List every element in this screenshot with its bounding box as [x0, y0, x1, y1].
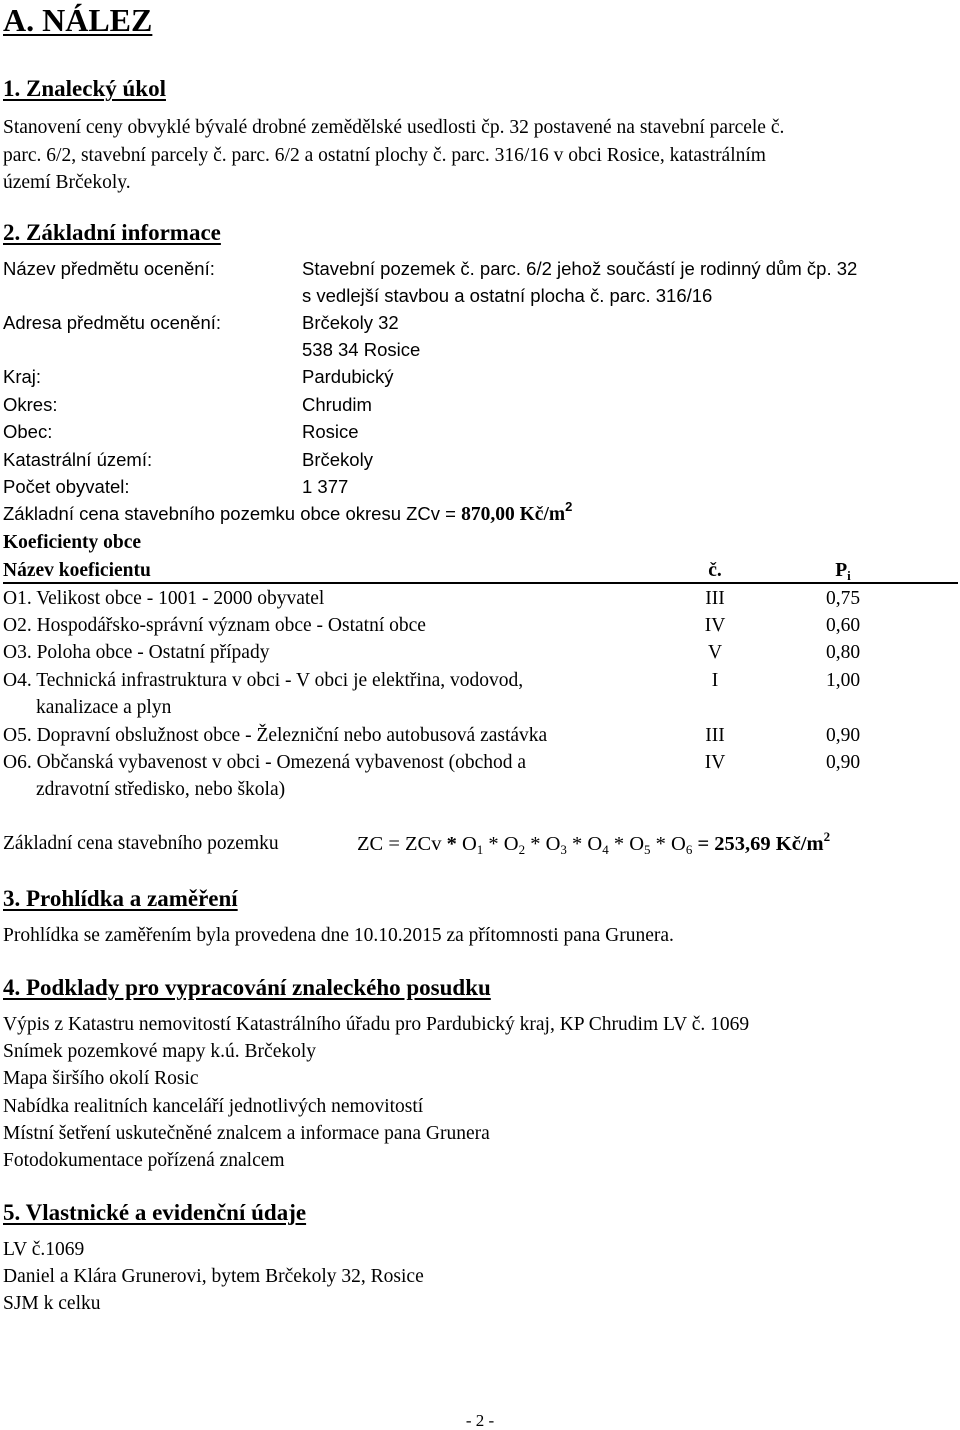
base-price-line	[3, 499, 573, 525]
section-1-text-line-1: Stanovení ceny obvyklé bývalé drobné zemědělské usedlosti čp. 32 postavené na stavební parcele č.	[3, 117, 785, 138]
section-2-title: 2. Základní informace	[3, 220, 221, 245]
formula-o6: O	[671, 833, 686, 855]
field-label-population: Počet obyvatel:	[3, 476, 130, 497]
document-heading: A. NÁLEZ	[3, 2, 153, 38]
formula-o4: O	[587, 833, 603, 855]
formula-o2-sub: 2	[518, 842, 526, 857]
coefficients-title: Koeficienty obce	[3, 532, 142, 553]
table-header-p-letter: P	[835, 560, 848, 581]
base-price-value: 870,00 Kč/m	[461, 504, 566, 525]
source-item: Snímek pozemkové mapy k.ú. Brčekoly	[3, 1041, 317, 1062]
base-price-label: Základní cena stavebního pozemku obce okresu ZCv =	[3, 503, 462, 524]
page-number: - 2 -	[465, 1411, 495, 1430]
base-price-superscript: 2	[565, 499, 573, 514]
ownership-item: SJM k celku	[3, 1293, 101, 1314]
section-1-text-line-2: parc. 6/2, stavební parcely č. parc. 6/2 a ostatní plochy č. parc. 316/16 v obci Rosice, katastrálním	[3, 145, 766, 166]
field-value-address-cont: 538 34 Rosice	[302, 339, 421, 360]
table-header-p	[808, 561, 878, 581]
table-header-number: č.	[708, 560, 722, 581]
table-row-o5-value: 0,90	[825, 725, 861, 746]
field-value-subject-name-cont: s vedlejší stavbou a ostatní plocha č. parc. 316/16	[302, 285, 713, 306]
field-value-address: Brčekoly 32	[302, 312, 399, 333]
field-label-district: Okres:	[3, 394, 58, 415]
table-row-o4-name-cont: kanalizace a plyn	[36, 697, 172, 718]
table-row-o6-number: IV	[704, 752, 726, 773]
table-row-o3-value: 0,80	[825, 642, 861, 663]
field-value-population: 1 377	[302, 476, 349, 497]
formula-o4-sub: 4	[602, 842, 609, 857]
field-label-region: Kraj:	[3, 366, 42, 387]
section-4-title: 4. Podklady pro vypracování znaleckého posudku	[3, 975, 491, 1000]
source-item: Výpis z Katastru nemovitostí Katastrálního úřadu pro Pardubický kraj, KP Chrudim LV č. 1069	[3, 1014, 750, 1035]
table-row-o3-number: V	[707, 642, 723, 663]
field-value-cadastral-area: Brčekoly	[302, 449, 373, 470]
field-value-subject-name: Stavební pozemek č. parc. 6/2 jehož součástí je rodinný dům čp. 32	[302, 258, 858, 279]
field-value-region: Pardubický	[302, 366, 394, 387]
formula-o3: O	[545, 833, 561, 855]
section-1-title: 1. Znalecký úkol	[3, 76, 166, 101]
formula-o1-sub: 1	[476, 842, 484, 857]
section-3-title: 3. Prohlídka a zaměření	[3, 886, 238, 911]
table-row-o3-name: O3. Poloha obce - Ostatní případy	[3, 642, 270, 663]
table-row-o5-name: O5. Dopravní obslužnost obce - Železniční nebo autobusová zastávka	[3, 725, 548, 746]
table-row-o4-name: O4. Technická infrastruktura v obci - V obci je elektřina, vodovod,	[3, 670, 524, 691]
formula-zc: ZC = ZCv	[357, 833, 442, 855]
table-header-name: Název koeficientu	[3, 560, 151, 581]
formula-result: 253,69 Kč/m	[714, 833, 824, 855]
source-item: Mapa širšího okolí Rosic	[3, 1068, 199, 1089]
ownership-item: LV č.1069	[3, 1239, 85, 1260]
table-row-o2-name: O2. Hospodářsko-správní význam obce - Ostatní obce	[3, 615, 426, 636]
section-1-text-line-3: území Brčekoly.	[3, 172, 131, 193]
field-value-district: Chrudim	[302, 394, 372, 415]
table-row-o2-number: IV	[704, 615, 726, 636]
table-row-o6-value: 0,90	[825, 752, 861, 773]
formula-o2: O	[503, 833, 519, 855]
formula-result-sup: 2	[823, 829, 831, 844]
formula-o6-sub: 6	[685, 842, 693, 857]
table-row-o6-name: O6. Občanská vybavenost v obci - Omezená vybavenost (obchod a	[3, 752, 527, 773]
table-row-o4-value: 1,00	[825, 670, 861, 691]
table-header-p-sub: i	[847, 568, 851, 583]
table-header-rule	[3, 582, 958, 584]
source-item: Nabídka realitních kanceláří jednotlivých nemovitostí	[3, 1096, 424, 1117]
field-value-municipality: Rosice	[302, 421, 359, 442]
formula-o3-sub: 3	[560, 842, 567, 857]
formula-expression: ZC = ZCv * $O_1 * O_2 * O_3 * O_4 * O_5 * O_6 = 253,69$ $Kč/m^2$	[357, 829, 831, 857]
table-row-o2-value: 0,60	[825, 615, 861, 636]
table-row-o1-name: O1. Velikost obce - 1001 - 2000 obyvatel	[3, 588, 325, 609]
section-3-text: Prohlídka se zaměřením byla provedena dne 10.10.2015 za přítomnosti pana Grunera.	[3, 925, 674, 946]
table-row-o1-value: 0,75	[825, 588, 861, 609]
table-row-o1-number: III	[705, 588, 725, 609]
field-label-address: Adresa předmětu ocenění:	[3, 312, 222, 333]
formula-o5: O	[629, 833, 645, 855]
formula-label: Základní cena stavebního pozemku	[3, 833, 279, 854]
table-row-o4-number: I	[711, 670, 719, 691]
field-label-cadastral-area: Katastrální území:	[3, 449, 153, 470]
formula-o5-sub: 5	[644, 842, 651, 857]
table-row-o5-number: III	[705, 725, 725, 746]
formula-o1: O	[461, 833, 477, 855]
field-label-subject-name: Název předmětu ocenění:	[3, 258, 215, 279]
section-5-title: 5. Vlastnické a evidenční údaje	[3, 1200, 307, 1225]
source-item: Místní šetření uskutečněné znalcem a informace pana Grunera	[3, 1123, 490, 1144]
source-item: Fotodokumentace pořízená znalcem	[3, 1150, 285, 1171]
ownership-item: Daniel a Klára Grunerovi, bytem Brčekoly 32, Rosice	[3, 1266, 424, 1287]
table-row-o6-name-cont: zdravotní středisko, nebo škola)	[36, 779, 286, 800]
field-label-municipality: Obec:	[3, 421, 53, 442]
